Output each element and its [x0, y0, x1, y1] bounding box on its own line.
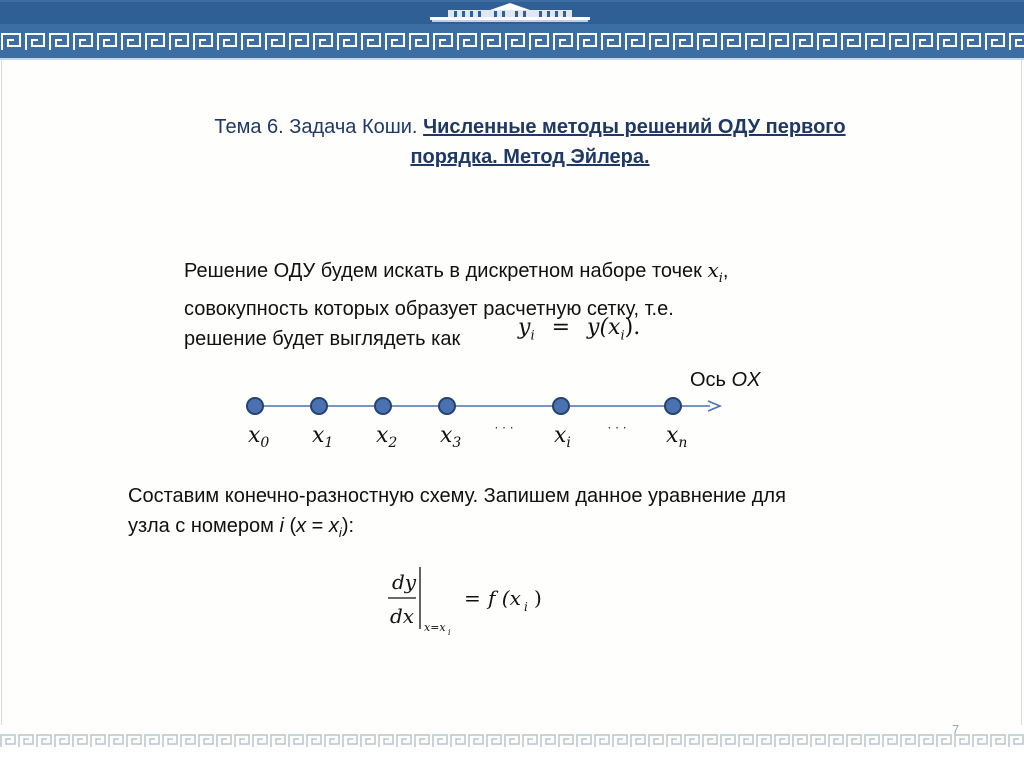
- grid-node-sub-1: 1: [324, 435, 334, 451]
- eq1-rhs-tail: ).: [624, 315, 641, 340]
- eq2-rhs-sub: i: [524, 600, 528, 614]
- p1-line3: решение будет выглядеть как: [184, 328, 461, 350]
- ellipsis-1: · · ·: [494, 421, 514, 435]
- p2-i: i: [279, 515, 284, 537]
- grid-node-n: [665, 398, 681, 414]
- axis-label-prefix: Ось: [690, 369, 732, 391]
- equation-yi: [518, 315, 640, 343]
- grid-node-sub-0: 0: [260, 435, 270, 451]
- footer: [0, 750, 1024, 767]
- p2-x: x: [296, 515, 307, 537]
- grid-node-1: [311, 398, 327, 414]
- eq2-numerator: dy: [392, 570, 417, 594]
- grid-node-3: [439, 398, 455, 414]
- eq2-denominator: dx: [390, 604, 415, 628]
- title-emphasis-line2: порядка. Метод Эйлера.: [410, 146, 650, 168]
- eq1-rhs: y(x: [587, 315, 621, 340]
- p1-line1: Решение ОДУ будем искать в дискретном наборе точек: [184, 260, 708, 282]
- eq2-condition-sub: i: [448, 628, 451, 637]
- grid-node-label-i: $x_i$: [554, 423, 571, 451]
- p2-line2b: (: [283, 515, 297, 537]
- slide-title: [150, 112, 910, 172]
- eq1-rhs-sub: i: [620, 328, 625, 344]
- p1-var: x: [707, 258, 719, 282]
- p2-xi: x: [328, 515, 339, 537]
- eq2-condition: x=x: [424, 621, 446, 634]
- page-number: 7: [952, 722, 960, 737]
- grid-node-label-0: $x_0$: [248, 423, 270, 451]
- eq1-lhs: y: [518, 315, 531, 340]
- greek-key-border-top: [0, 30, 1024, 54]
- p2-xi-sub: i: [338, 525, 342, 540]
- eq1-lhs-sub: i: [530, 328, 535, 344]
- p1-line2: совокупность которых образует расчетную сетку, т.е.: [184, 298, 674, 320]
- grid-node-i: [553, 398, 569, 414]
- left-border: [1, 60, 2, 725]
- right-border: [1021, 60, 1022, 725]
- grid-node-label-n: $x_n$: [666, 423, 688, 451]
- p2-line1: Составим конечно-разностную схему. Запишем данное уравнение для: [128, 485, 786, 507]
- grid-node-sub-2: 2: [388, 435, 398, 451]
- grid-node-label-3: $x_3$: [440, 423, 462, 451]
- grid-node-label-1: $x_1$: [312, 423, 334, 451]
- grid-node-label-2: $x_2$: [376, 423, 398, 451]
- ellipsis-2: · · ·: [607, 421, 627, 435]
- paragraph-difference-scheme: [128, 481, 928, 548]
- grid-node-sub-n: n: [678, 435, 688, 451]
- eq1-equals: =: [551, 315, 571, 340]
- grid-node-sub-3: 3: [452, 435, 462, 451]
- grid-node-2: [375, 398, 391, 414]
- p2-line2a: узла с номером: [128, 515, 280, 537]
- grid-axis-diagram: [230, 380, 750, 470]
- building-emblem-icon: [430, 2, 590, 24]
- p1-var-sub: i: [718, 271, 723, 286]
- eq2-rhs-tail: ): [534, 586, 542, 610]
- title-emphasis-line1: Численные методы решений ОДУ первого: [423, 116, 846, 138]
- greek-key-border-bottom: [0, 732, 1024, 750]
- equation-derivative: [384, 565, 584, 645]
- eq2-equals: =: [464, 586, 481, 610]
- p2-line2d: ):: [341, 515, 355, 537]
- grid-node-0: [247, 398, 263, 414]
- header-rule: [0, 58, 1024, 60]
- grid-node-sub-i: i: [566, 435, 571, 451]
- p2-line2c: =: [306, 515, 329, 537]
- p1-tail: ,: [722, 260, 729, 282]
- title-prefix: Тема 6. Задача Коши.: [214, 116, 424, 138]
- axis-label-var: OX: [731, 369, 761, 391]
- eq2-rhs: f (x: [488, 586, 521, 610]
